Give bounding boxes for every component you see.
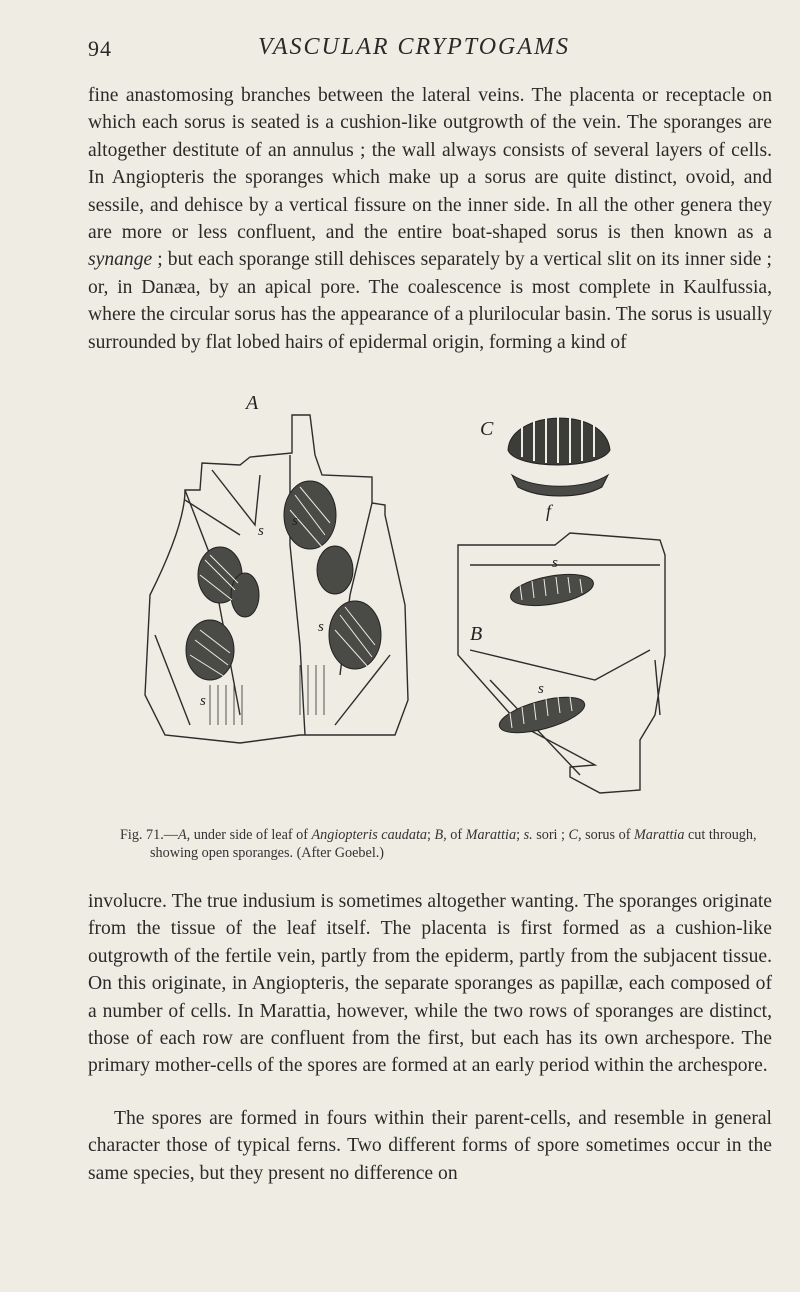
leaf-b-vein-mid bbox=[470, 650, 650, 680]
label-a: A bbox=[246, 395, 259, 414]
caption-c: C, bbox=[568, 827, 582, 843]
caption-prefix: Fig. 71.— bbox=[120, 827, 178, 843]
caption-a: A, bbox=[177, 827, 191, 843]
label-s-a4: s bbox=[200, 693, 206, 709]
caption-b: B, bbox=[434, 827, 447, 843]
label-s-a3: s bbox=[318, 619, 324, 635]
figure-caption bbox=[120, 826, 790, 862]
caption-text-1: under side of leaf of bbox=[193, 827, 308, 843]
sorus-c bbox=[508, 411, 610, 496]
caption-s: s. bbox=[523, 827, 533, 843]
label-s-b2: s bbox=[538, 681, 544, 697]
leaf-a-fold bbox=[185, 500, 240, 535]
caption-text-7: cut through, showing open sporanges. (After Goebel.) bbox=[150, 827, 757, 861]
page-header bbox=[88, 30, 750, 62]
sorus-b2 bbox=[496, 690, 588, 740]
caption-text-2: ; bbox=[426, 827, 435, 843]
paragraph-top-rest: ; but each sporange still dehisces separately by a vertical slit on its inner side ; or, in Danæa, by an apical pore. The coalescence is most complete in Kaulfussia, where the circular sorus has the appearance of a plurilocular basin. The sorus is usually surrounded by flat lobed hairs of epidermal origin, forming a kind of bbox=[88, 249, 772, 353]
figure-71 bbox=[140, 395, 680, 820]
caption-text-6: sorus of bbox=[585, 827, 631, 843]
sorus-a5 bbox=[317, 546, 353, 594]
leaf-a-outline bbox=[145, 415, 408, 743]
label-s-a2: s bbox=[292, 513, 298, 529]
label-s-a1: s bbox=[258, 523, 264, 539]
caption-text-4: ; bbox=[516, 827, 524, 843]
paragraph-top-text: fine anastomosing branches between the lateral veins. The placenta or receptacle on which each sorus is seated is a cushion-like outgrowth of the vein. The sporanges are altogether destitute of an annulus ; the wall always consists of several layers of cells. In Angiopteris the sporanges which make up a sorus are quite distinct, ovoid, and sessile, and dehisce by a vertical fissure on the inner side. In all the other genera they are more or less confluent, and the entire boat-shaped sorus is then known as a bbox=[88, 85, 772, 244]
figure-illustration bbox=[140, 395, 680, 820]
label-s-b1: s bbox=[552, 555, 558, 571]
paragraph-bottom-2: The spores are formed in fours within their parent-cells, and resemble in general character those of typical ferns. Two different forms of spore sometimes occur in the same species, but they present no difference on bbox=[88, 1108, 772, 1184]
running-title: VASCULAR CRYPTOGAMS bbox=[258, 34, 571, 60]
paragraph-bottom: involucre. The true indusium is sometimes altogether wanting. The sporanges originate from the tissue of the leaf itself. The placenta is first formed as a cushion-like outgrowth of the fertile vein, partly from the epiderm, partly from the subjacent tissue. On this originate, in Angiopteris, the separate sporanges as papillæ, each composed of a number of cells. In Marattia, however, while the two rows of sporanges are distinct, those of each row are confluent from the first, but each has its own archespore. The primary mother-cells of the spores are formed at an early period within the archespore. bbox=[88, 891, 772, 1077]
page-number: 94 bbox=[88, 36, 112, 61]
label-b: B bbox=[470, 623, 483, 645]
leaf-b-outline bbox=[458, 533, 665, 793]
sorus-b1 bbox=[508, 569, 596, 611]
leaf-a-notch bbox=[212, 470, 260, 525]
caption-angiopteris: Angiopteris caudata bbox=[311, 827, 427, 843]
paragraph-top bbox=[88, 82, 772, 356]
caption-marattia: Marattia bbox=[465, 827, 517, 843]
label-c: C bbox=[480, 418, 494, 440]
leaf-a-margin-left bbox=[155, 635, 190, 725]
synange-term: synange bbox=[88, 249, 153, 271]
caption-text-5: sori ; bbox=[536, 827, 569, 843]
caption-marattia-2: Marattia bbox=[633, 827, 685, 843]
caption-text-3: of bbox=[450, 827, 463, 843]
label-f: f bbox=[546, 501, 552, 521]
